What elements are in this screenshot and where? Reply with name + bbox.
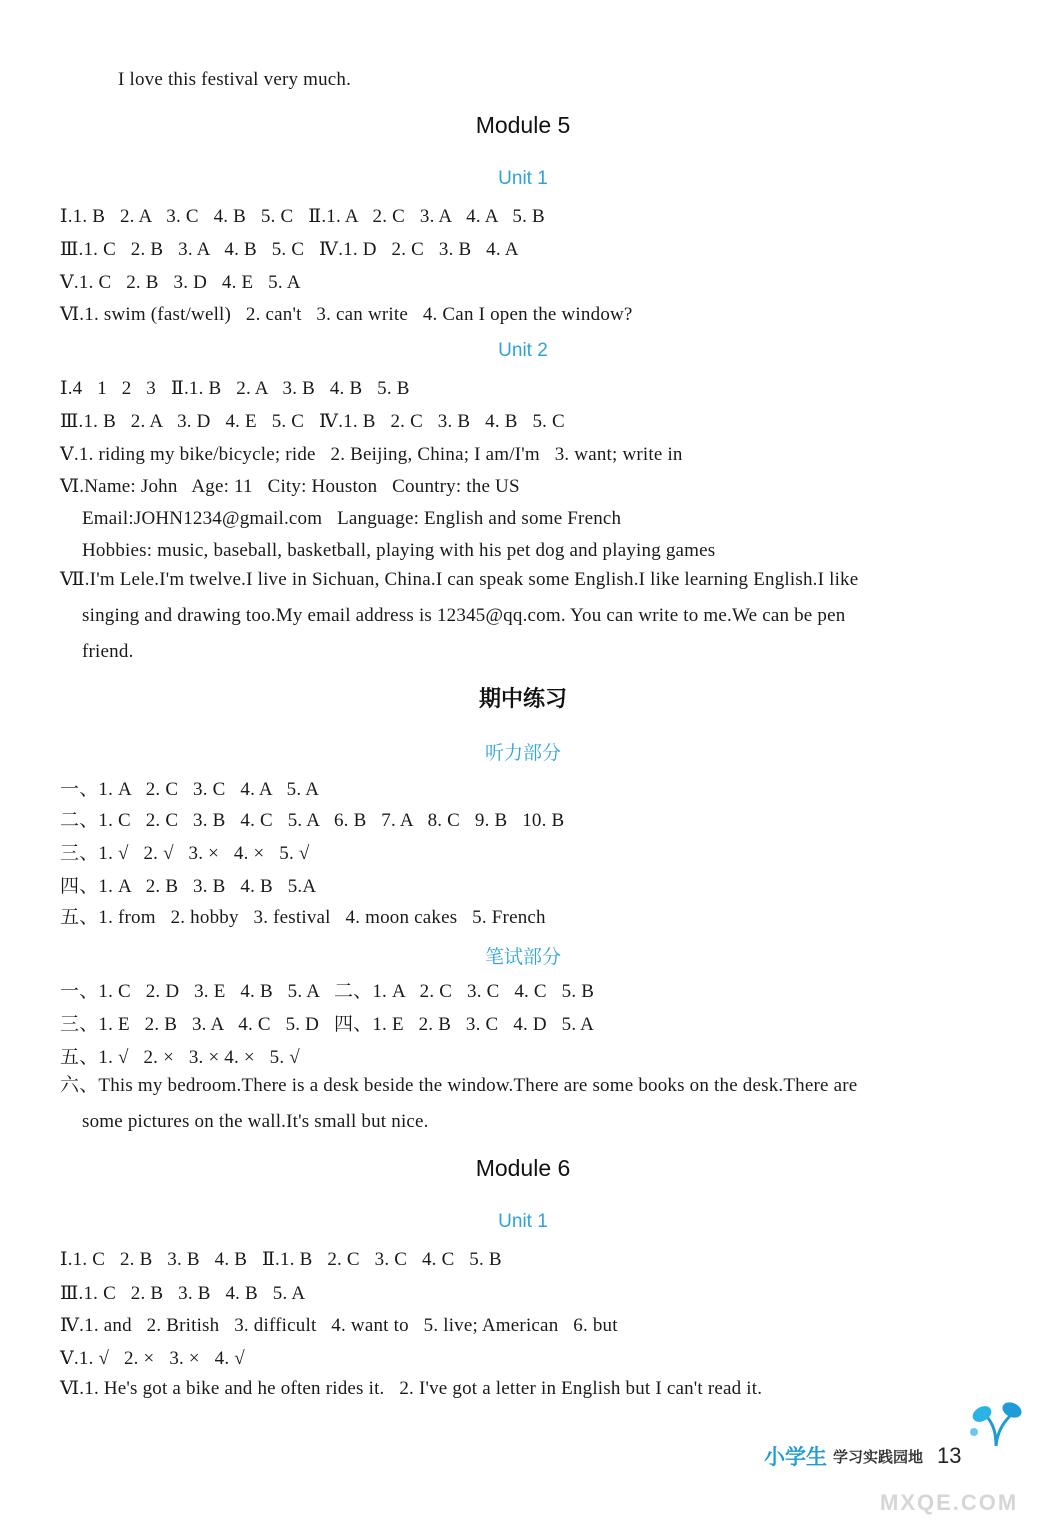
module-6-title: Module 6 bbox=[475, 1155, 571, 1181]
answer-line: 二、1. C 2. C 3. B 4. C 5. A 6. B 7. A 8. C 9. B 10. B bbox=[60, 810, 565, 831]
brand-subtitle: 学习实践园地 bbox=[833, 1447, 924, 1466]
written-section-title: 笔试部分 bbox=[484, 946, 561, 968]
answer-line: Ⅰ.1. B 2. A 3. C 4. B 5. C Ⅱ.1. A 2. C 3. A 4. A 5. B bbox=[60, 206, 545, 227]
sprout-logo-icon bbox=[966, 1400, 1026, 1448]
page-number: 13 bbox=[937, 1443, 962, 1468]
answer-line: Ⅳ.1. and 2. British 3. difficult 4. want to 5. live; American 6. but bbox=[60, 1315, 618, 1336]
answer-line: 四、1. A 2. B 3. B 4. B 5.A bbox=[60, 876, 317, 897]
watermark: MXQE.COM bbox=[880, 1490, 1019, 1515]
brand-name: 小学生 bbox=[764, 1445, 827, 1469]
answer-line: 六、This my bedroom.There is a desk beside the window.There are some books on the desk.There are bbox=[60, 1075, 858, 1096]
answer-line: Hobbies: music, baseball, basketball, playing with his pet dog and playing games bbox=[82, 540, 716, 561]
answer-line: Ⅴ.1. √ 2. × 3. × 4. √ bbox=[60, 1348, 245, 1369]
answer-line: Ⅲ.1. B 2. A 3. D 4. E 5. C Ⅳ.1. B 2. C 3. B 4. B 5. C bbox=[60, 411, 565, 432]
answer-line: Ⅵ.1. He's got a bike and he often rides it. 2. I've got a letter in English but I can't read it. bbox=[60, 1378, 763, 1399]
answer-line: Ⅴ.1. C 2. B 3. D 4. E 5. A bbox=[60, 272, 301, 293]
answer-line: Ⅵ.1. swim (fast/well) 2. can't 3. can write 4. Can I open the window? bbox=[60, 304, 633, 325]
answer-line: 五、1. √ 2. × 3. × 4. × 5. √ bbox=[60, 1047, 300, 1068]
answer-line: Ⅰ.4 1 2 3 Ⅱ.1. B 2. A 3. B 4. B 5. B bbox=[60, 378, 410, 399]
answer-line: 五、1. from 2. hobby 3. festival 4. moon cakes 5. French bbox=[60, 907, 546, 928]
module-5-unit-2-title: Unit 2 bbox=[498, 340, 548, 361]
answer-line: Ⅵ.Name: John Age: 11 City: Houston Country: the US bbox=[60, 476, 520, 497]
answer-line: singing and drawing too.My email address is 12345@qq.com. You can write to me.We can be pen bbox=[82, 605, 846, 626]
page-footer bbox=[764, 1436, 962, 1476]
intro-line: I love this festival very much. bbox=[118, 69, 352, 90]
module-6-unit-1-title: Unit 1 bbox=[498, 1211, 548, 1232]
answer-line: 一、1. A 2. C 3. C 4. A 5. A bbox=[60, 779, 320, 800]
answer-line: Ⅰ.1. C 2. B 3. B 4. B Ⅱ.1. B 2. C 3. C 4. C 5. B bbox=[60, 1249, 502, 1270]
answer-line: Ⅴ.1. riding my bike/bicycle; ride 2. Beijing, China; I am/I'm 3. want; write in bbox=[60, 444, 683, 465]
listening-section-title: 听力部分 bbox=[484, 742, 561, 764]
answer-line: Email:JOHN1234@gmail.com Language: English and some French bbox=[82, 508, 622, 529]
answer-line: 三、1. E 2. B 3. A 4. C 5. D 四、1. E 2. B 3. C 4. D 5. A bbox=[60, 1014, 595, 1035]
midterm-title: 期中练习 bbox=[478, 687, 567, 712]
answer-line: some pictures on the wall.It's small but nice. bbox=[82, 1111, 429, 1132]
answer-line: 一、1. C 2. D 3. E 4. B 5. A 二、1. A 2. C 3. C 4. C 5. B bbox=[60, 981, 595, 1002]
answer-line: Ⅲ.1. C 2. B 3. A 4. B 5. C Ⅳ.1. D 2. C 3. B 4. A bbox=[60, 239, 519, 260]
answer-line: 三、1. √ 2. √ 3. × 4. × 5. √ bbox=[60, 843, 310, 864]
answer-line: Ⅶ.I'm Lele.I'm twelve.I live in Sichuan, China.I can speak some English.I like learning English.I like bbox=[60, 569, 859, 590]
answer-line: friend. bbox=[82, 641, 134, 662]
answer-line: Ⅲ.1. C 2. B 3. B 4. B 5. A bbox=[60, 1283, 306, 1304]
module-5-unit-1-title: Unit 1 bbox=[498, 168, 548, 189]
module-5-title: Module 5 bbox=[475, 112, 571, 138]
